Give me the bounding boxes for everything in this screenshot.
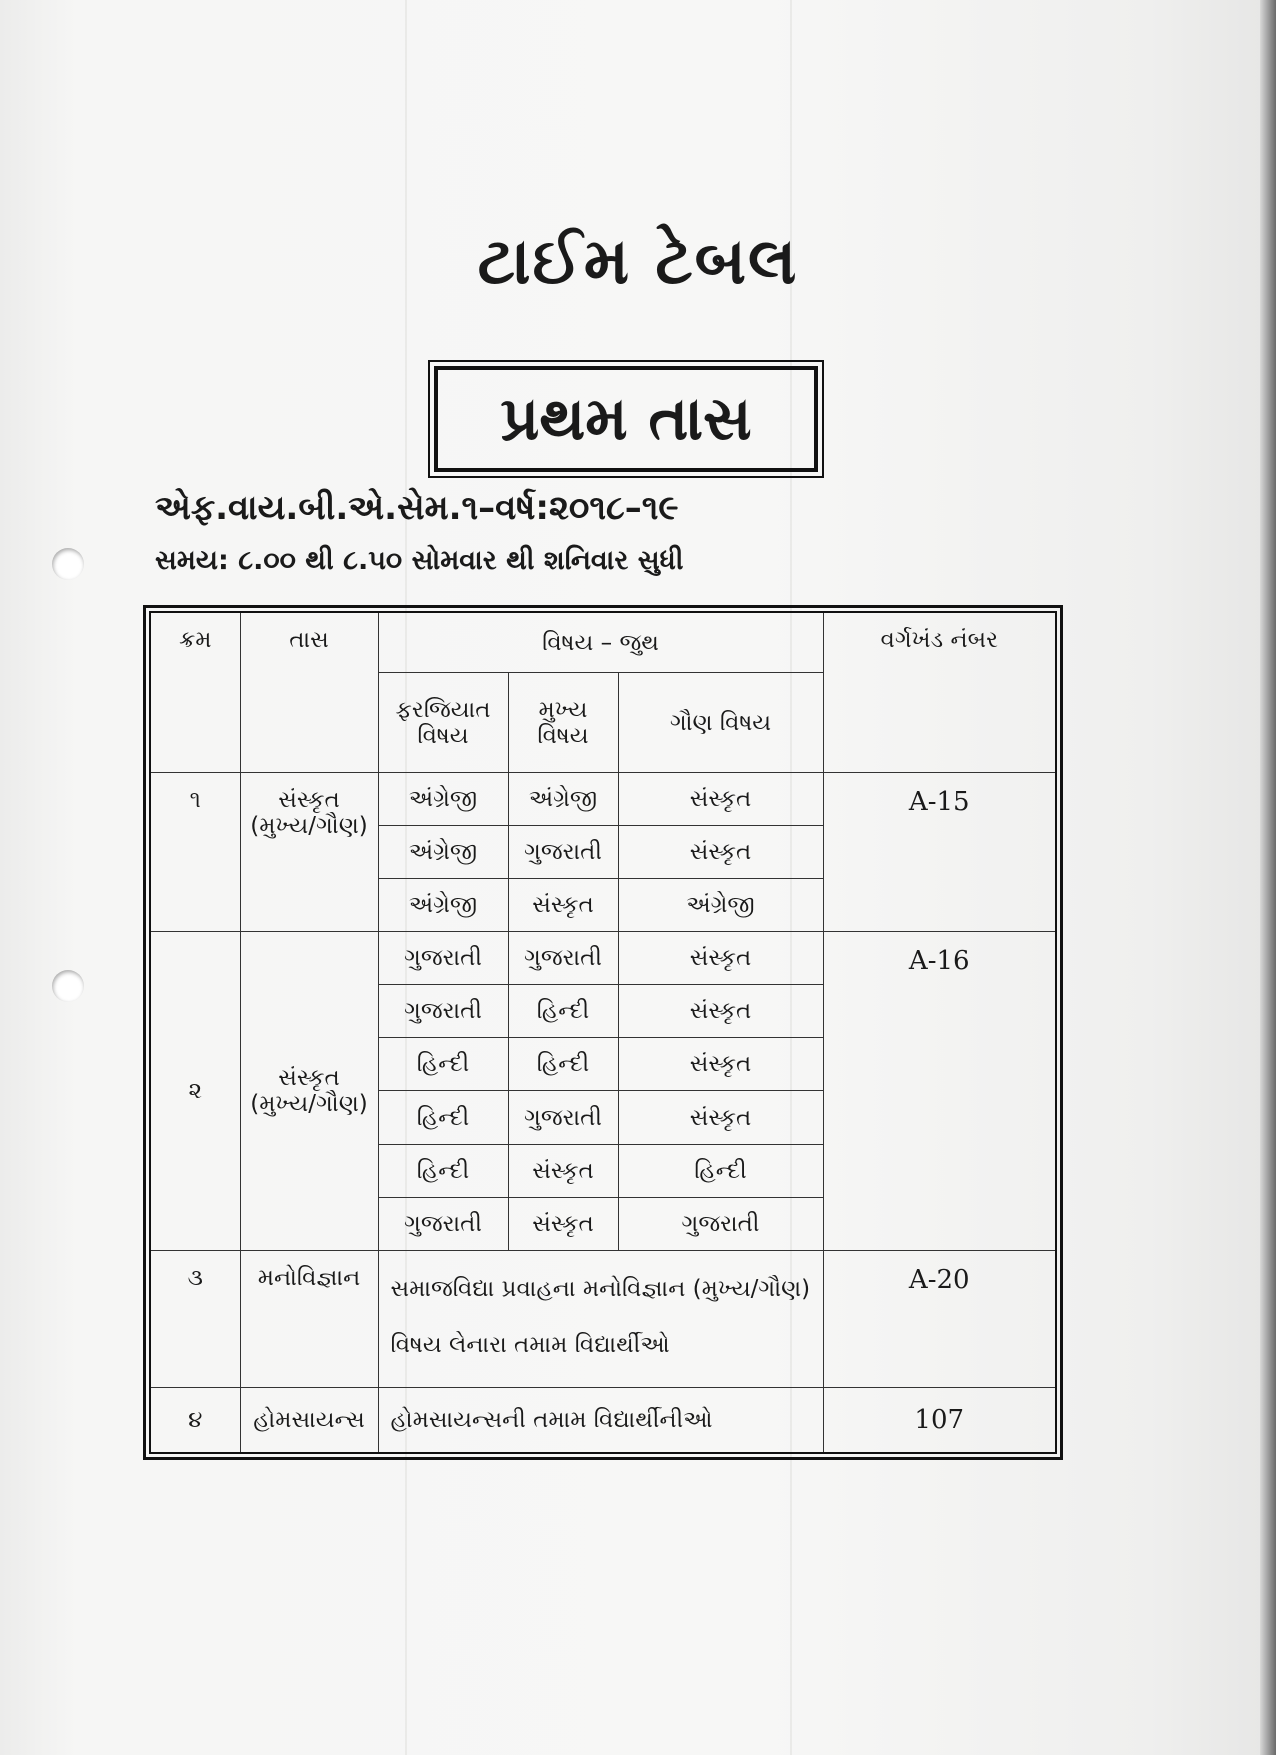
header-main: મુખ્ય વિષય	[508, 673, 618, 773]
cell-main: સંસ્કૃત	[508, 879, 618, 932]
table-row	[150, 932, 1056, 985]
cell-main: હિન્દી	[508, 985, 618, 1038]
row-sr: ૨	[150, 932, 240, 1251]
table-row	[150, 1388, 1056, 1453]
cell-compulsory: હિન્દી	[378, 1144, 508, 1197]
cell-main: ગુજરાતી	[508, 1091, 618, 1144]
row-room: 107	[823, 1388, 1056, 1453]
cell-secondary: સંસ્કૃત	[618, 772, 823, 825]
cell-secondary: સંસ્કૃત	[618, 825, 823, 878]
row-sr: ૩	[150, 1250, 240, 1388]
row-period: મનોવિજ્ઞાન	[240, 1250, 378, 1388]
cell-compulsory: ગુજરાતી	[378, 932, 508, 985]
cell-main: ગુજરાતી	[508, 932, 618, 985]
row-description: સમાજવિદ્યા પ્રવાહના મનોવિજ્ઞાન (મુખ્ય/ગૌણ) વિષય લેનારા તમામ વિદ્યાર્થીઓ	[378, 1250, 823, 1388]
cell-compulsory: હિન્દી	[378, 1038, 508, 1091]
header-secondary: ગૌણ વિષય	[618, 673, 823, 773]
time-info: સમય: ૮.૦૦ થી ૮.૫૦ સોમવાર થી શનિવાર સુધી	[155, 545, 684, 576]
row-room: A-15	[823, 772, 1056, 931]
cell-compulsory: અંગ્રેજી	[378, 879, 508, 932]
header-compulsory: ફરજિયાત વિષય	[378, 673, 508, 773]
subtitle-frame	[428, 360, 824, 478]
cell-secondary: સંસ્કૃત	[618, 1091, 823, 1144]
cell-main: અંગ્રેજી	[508, 772, 618, 825]
header-row	[150, 612, 1056, 673]
punch-hole	[52, 548, 84, 580]
cell-compulsory: અંગ્રેજી	[378, 825, 508, 878]
header-room: વર્ગખંડ નંબર	[823, 612, 1056, 772]
header-subject-group: વિષય – જુથ	[378, 612, 823, 673]
row-period: હોમસાયન્સ	[240, 1388, 378, 1453]
cell-compulsory: ગુજરાતી	[378, 1197, 508, 1250]
row-sr: ૧	[150, 772, 240, 931]
cell-main: ગુજરાતી	[508, 825, 618, 878]
class-info: એફ.વાય.બી.એ.સેમ.૧–વર્ષ:૨૦૧૮–૧૯	[155, 488, 679, 528]
cell-compulsory: અંગ્રેજી	[378, 772, 508, 825]
cell-main: સંસ્કૃત	[508, 1144, 618, 1197]
row-period: સંસ્કૃત (મુખ્ય/ગૌણ)	[240, 932, 378, 1251]
table-row	[150, 772, 1056, 825]
timetable-frame	[143, 605, 1063, 1460]
row-description: હોમસાયન્સની તમામ વિદ્યાર્થીનીઓ	[378, 1388, 823, 1453]
row-sr: ૪	[150, 1388, 240, 1453]
subtitle: પ્રથમ તાસ	[434, 366, 818, 472]
cell-secondary: સંસ્કૃત	[618, 985, 823, 1038]
cell-secondary: સંસ્કૃત	[618, 1038, 823, 1091]
page-title: ટાઈમ ટેબલ	[477, 225, 799, 299]
row-room: A-16	[823, 932, 1056, 1251]
cell-compulsory: હિન્દી	[378, 1091, 508, 1144]
row-room: A-20	[823, 1250, 1056, 1388]
cell-secondary: સંસ્કૃત	[618, 932, 823, 985]
cell-main: સંસ્કૃત	[508, 1197, 618, 1250]
header-sr: ક્રમ	[150, 612, 240, 772]
cell-secondary: અંગ્રેજી	[618, 879, 823, 932]
timetable	[149, 611, 1057, 1454]
table-row	[150, 1250, 1056, 1388]
header-period: તાસ	[240, 612, 378, 772]
cell-secondary: હિન્દી	[618, 1144, 823, 1197]
row-period: સંસ્કૃત (મુખ્ય/ગૌણ)	[240, 772, 378, 931]
cell-secondary: ગુજરાતી	[618, 1197, 823, 1250]
punch-hole	[52, 970, 84, 1002]
cell-compulsory: ગુજરાતી	[378, 985, 508, 1038]
cell-main: હિન્દી	[508, 1038, 618, 1091]
